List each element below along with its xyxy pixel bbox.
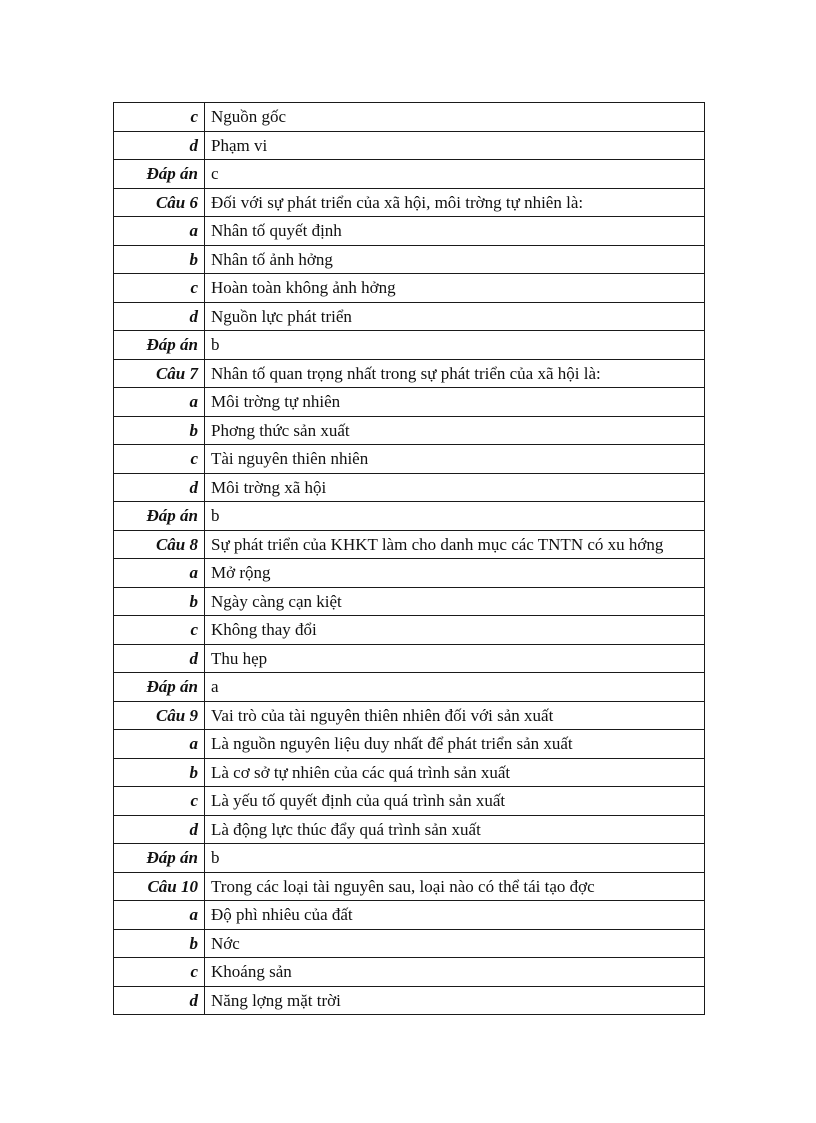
table-row [114, 188, 705, 217]
row-text: Là động lực thúc đẩy quá trình sản xuất [205, 815, 705, 844]
row-text: Phơng thức sản xuất [205, 416, 705, 445]
table-row [114, 787, 705, 816]
row-text: Nguồn gốc [205, 103, 705, 132]
row-text: Hoàn toàn không ảnh hởng [205, 274, 705, 303]
quiz-table-body [114, 103, 705, 1015]
row-text: b [205, 844, 705, 873]
table-row [114, 929, 705, 958]
table-row [114, 331, 705, 360]
row-text: Ngày càng cạn kiệt [205, 587, 705, 616]
row-text: Là yếu tố quyết định của quá trình sản xuất [205, 787, 705, 816]
row-label: d [114, 473, 205, 502]
table-row [114, 445, 705, 474]
row-label: Câu 10 [114, 872, 205, 901]
table-row [114, 245, 705, 274]
row-text: Độ phì nhiêu của đất [205, 901, 705, 930]
row-label: a [114, 730, 205, 759]
table-row [114, 217, 705, 246]
table-row [114, 730, 705, 759]
row-label: a [114, 388, 205, 417]
row-label: b [114, 929, 205, 958]
table-row [114, 160, 705, 189]
table-row [114, 844, 705, 873]
row-text: Mở rộng [205, 559, 705, 588]
row-label: a [114, 217, 205, 246]
row-label: c [114, 445, 205, 474]
table-row [114, 587, 705, 616]
row-label: Đáp án [114, 160, 205, 189]
table-row [114, 616, 705, 645]
table-row [114, 815, 705, 844]
row-text: Nguồn lực phát triển [205, 302, 705, 331]
row-text: Phạm vi [205, 131, 705, 160]
row-label: b [114, 245, 205, 274]
row-text: Vai trò của tài nguyên thiên nhiên đối với sản xuất [205, 701, 705, 730]
row-text: a [205, 673, 705, 702]
row-label: Câu 9 [114, 701, 205, 730]
row-label: b [114, 416, 205, 445]
table-row [114, 473, 705, 502]
row-label: a [114, 559, 205, 588]
row-text: Môi trờng xã hội [205, 473, 705, 502]
row-label: Câu 8 [114, 530, 205, 559]
table-row [114, 901, 705, 930]
row-text: b [205, 331, 705, 360]
row-label: Câu 7 [114, 359, 205, 388]
row-text: b [205, 502, 705, 531]
row-label: b [114, 587, 205, 616]
table-row [114, 644, 705, 673]
row-label: c [114, 274, 205, 303]
row-text: Nớc [205, 929, 705, 958]
table-row [114, 758, 705, 787]
row-label: d [114, 815, 205, 844]
row-label: b [114, 758, 205, 787]
row-label: Đáp án [114, 673, 205, 702]
table-row [114, 986, 705, 1015]
table-row [114, 131, 705, 160]
table-row [114, 530, 705, 559]
row-label: d [114, 302, 205, 331]
row-label: Đáp án [114, 844, 205, 873]
row-text: Nhân tố ảnh hởng [205, 245, 705, 274]
table-row [114, 701, 705, 730]
row-label: Đáp án [114, 331, 205, 360]
table-row [114, 274, 705, 303]
row-label: c [114, 103, 205, 132]
row-text: Thu hẹp [205, 644, 705, 673]
table-row [114, 872, 705, 901]
row-text: Môi trờng tự nhiên [205, 388, 705, 417]
table-row [114, 416, 705, 445]
row-text: Là nguồn nguyên liệu duy nhất để phát triển sản xuất [205, 730, 705, 759]
row-text: Sự phát triển của KHKT làm cho danh mục các TNTN có xu hớng [205, 530, 705, 559]
row-label: Câu 6 [114, 188, 205, 217]
row-text: Nhân tố quyết định [205, 217, 705, 246]
row-text: Đối với sự phát triển của xã hội, môi trờng tự nhiên là: [205, 188, 705, 217]
row-label: Đáp án [114, 502, 205, 531]
table-row [114, 559, 705, 588]
row-label: c [114, 787, 205, 816]
row-text: Không thay đổi [205, 616, 705, 645]
row-text: Nhân tố quan trọng nhất trong sự phát triển của xã hội là: [205, 359, 705, 388]
row-text: Là cơ sở tự nhiên của các quá trình sản xuất [205, 758, 705, 787]
table-row [114, 388, 705, 417]
row-label: d [114, 986, 205, 1015]
row-text: Trong các loại tài nguyên sau, loại nào có thể tái tạo đợc [205, 872, 705, 901]
table-row [114, 958, 705, 987]
row-text: Khoáng sản [205, 958, 705, 987]
table-row [114, 502, 705, 531]
row-label: c [114, 958, 205, 987]
table-row [114, 359, 705, 388]
row-label: d [114, 644, 205, 673]
table-row [114, 673, 705, 702]
row-text: Năng lợng mặt trời [205, 986, 705, 1015]
row-label: c [114, 616, 205, 645]
quiz-table [113, 102, 705, 1015]
row-text: Tài nguyên thiên nhiên [205, 445, 705, 474]
row-label: a [114, 901, 205, 930]
row-text: c [205, 160, 705, 189]
table-row [114, 302, 705, 331]
table-row [114, 103, 705, 132]
row-label: d [114, 131, 205, 160]
